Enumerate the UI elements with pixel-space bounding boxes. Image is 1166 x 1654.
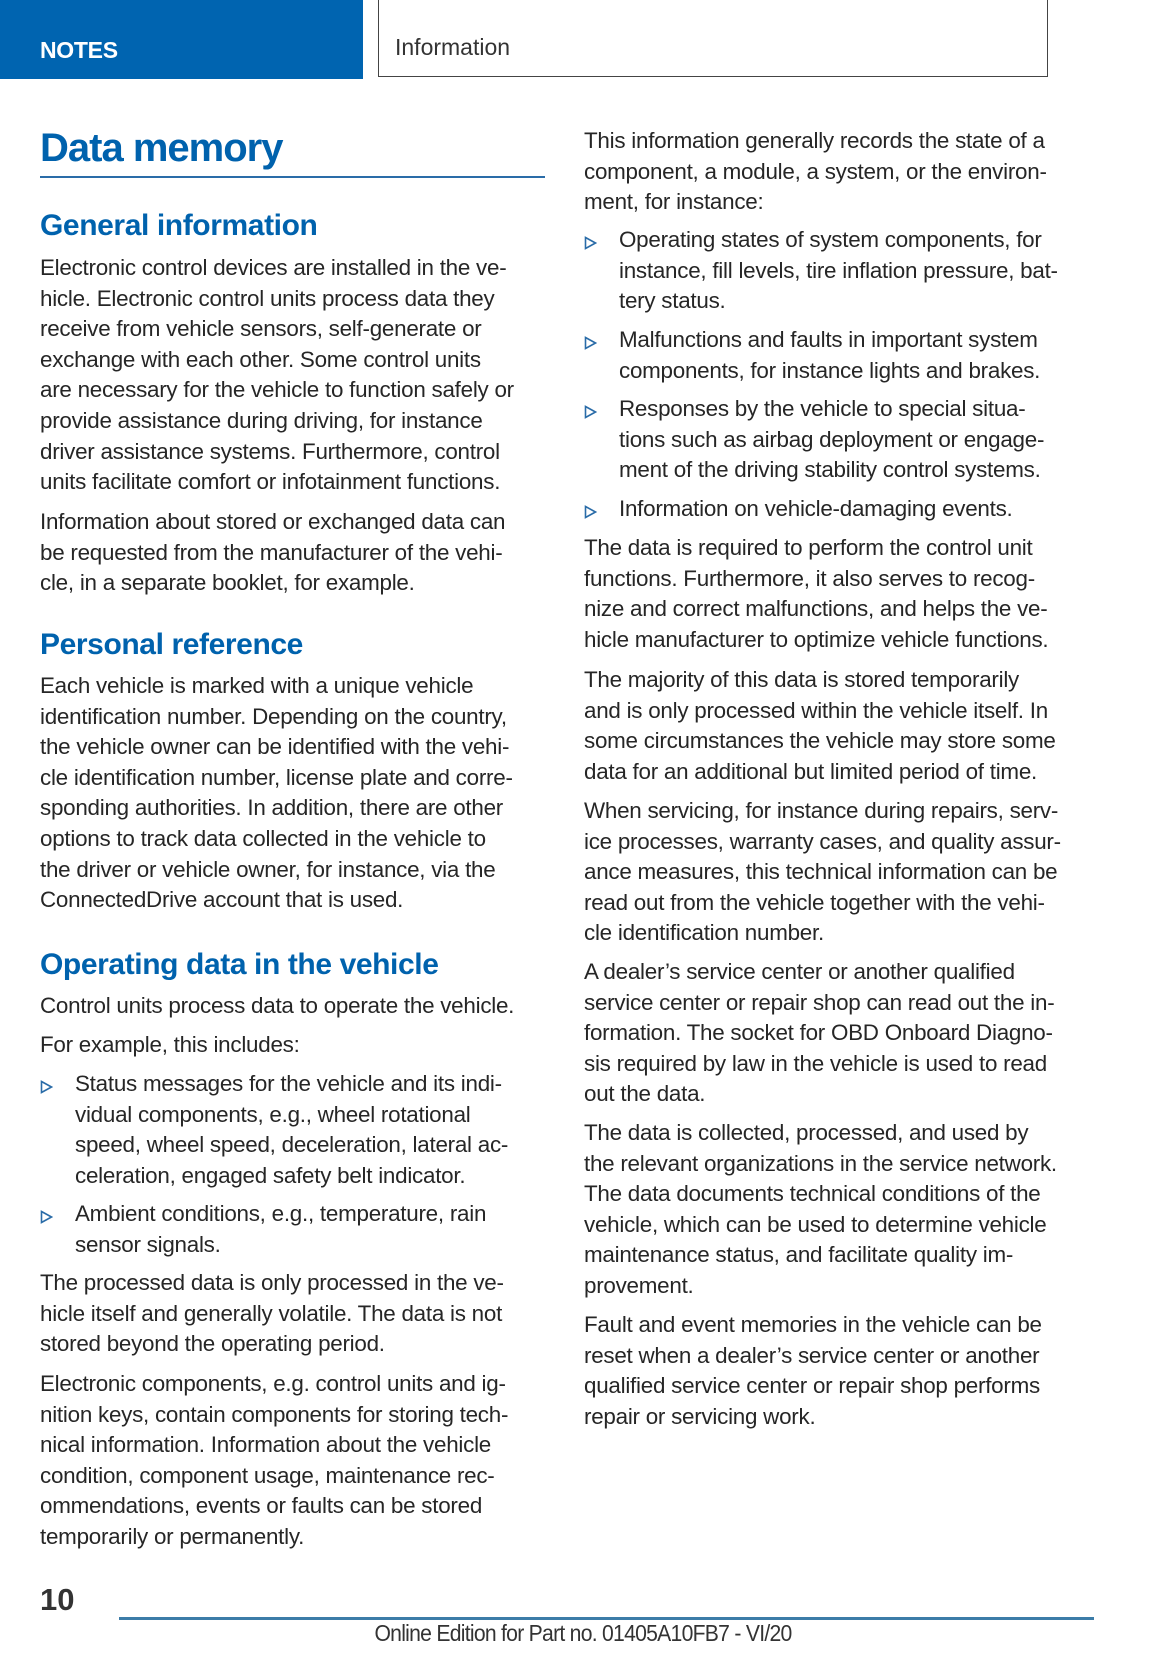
paragraph-right-1 bbox=[584, 126, 1047, 218]
text-line: vidual components, e.g., wheel rotational bbox=[75, 1101, 471, 1127]
text-line: celeration, engaged safety belt indicator. bbox=[75, 1162, 466, 1188]
text-line: For example, this includes: bbox=[40, 1032, 300, 1057]
text-line: cle identification number, license plate and corre- bbox=[40, 764, 513, 790]
text-line: The data is collected, processed, and used by bbox=[584, 1120, 1029, 1145]
text-line: read out from the vehicle together with the vehi- bbox=[584, 889, 1045, 915]
heading-operating-data: Operating data in the vehicle bbox=[40, 948, 439, 981]
text-line: Fault and event memories in the vehicle can be bbox=[584, 1312, 1042, 1337]
text-line: service center or repair shop can read out the in- bbox=[584, 989, 1055, 1015]
text-line: hicle itself and generally volatile. The data is not bbox=[40, 1300, 503, 1326]
text-line: provement. bbox=[584, 1272, 694, 1298]
text-line: When servicing, for instance during repairs, serv- bbox=[584, 798, 1059, 823]
section-tab-label: NOTES bbox=[40, 37, 118, 63]
footer-edition: Online Edition for Part no. 01405A10FB7 - VI/20 bbox=[374, 1620, 792, 1646]
text-line: instance, fill levels, tire inflation pressure, bat- bbox=[619, 257, 1058, 283]
list-item-text bbox=[619, 225, 1058, 317]
chapter-tab-label: Information bbox=[395, 34, 511, 60]
text-line: ment, for instance: bbox=[584, 189, 764, 215]
text-line: maintenance status, and facilitate quality im- bbox=[584, 1242, 1014, 1268]
paragraph-general-2 bbox=[40, 507, 505, 599]
text-line: driver assistance systems. Furthermore, control bbox=[40, 438, 500, 464]
text-line: nical information. Information about the vehicle bbox=[40, 1432, 491, 1458]
text-line: formation. The socket for OBD Onboard Diagno- bbox=[584, 1020, 1053, 1046]
text-line: nize and correct malfunctions, and helps the ve- bbox=[584, 596, 1048, 622]
paragraph-operating-1 bbox=[40, 991, 514, 1022]
paragraph-right-6 bbox=[584, 1118, 1057, 1302]
text-line: Responses by the vehicle to special situa- bbox=[619, 396, 1026, 421]
text-line: exchange with each other. Some control units bbox=[40, 346, 481, 372]
text-line: Control units process data to operate the vehicle. bbox=[40, 993, 515, 1018]
text-line: be requested from the manufacturer of the vehi- bbox=[40, 539, 503, 565]
text-line: A dealer’s service center or another qualified bbox=[584, 959, 1015, 984]
list-item-text bbox=[619, 394, 1044, 486]
text-line: tions such as airbag deployment or engage- bbox=[619, 426, 1045, 452]
text-line: qualified service center or repair shop performs bbox=[584, 1373, 1040, 1399]
paragraph-right-5 bbox=[584, 957, 1054, 1110]
page-number: 10 bbox=[40, 1582, 75, 1617]
text-line: sponding authorities. In addition, there are other bbox=[40, 795, 503, 821]
text-line: sensor signals. bbox=[75, 1231, 221, 1257]
text-line: temporarily or permanently. bbox=[40, 1523, 305, 1549]
text-line: ConnectedDrive account that is used. bbox=[40, 887, 404, 913]
text-line: the driver or vehicle owner, for instance, via the bbox=[40, 856, 496, 882]
list-item-text bbox=[75, 1199, 486, 1260]
text-line: units facilitate comfort or infotainment functions. bbox=[40, 469, 501, 495]
paragraph-general-1 bbox=[40, 253, 514, 498]
text-line: Each vehicle is marked with a unique vehicle bbox=[40, 673, 474, 698]
text-line: identification number. Depending on the country, bbox=[40, 703, 507, 729]
text-line: This information generally records the state of a bbox=[584, 128, 1045, 153]
text-line: cle identification number. bbox=[584, 920, 824, 946]
chapter-tab-information bbox=[378, 0, 1048, 77]
text-line: tery status. bbox=[619, 288, 726, 314]
list-item-text bbox=[75, 1069, 508, 1191]
text-line: speed, wheel speed, deceleration, lateral ac- bbox=[75, 1132, 509, 1158]
page-title: Data memory bbox=[40, 126, 283, 170]
text-line: the vehicle owner can be identified with the vehi- bbox=[40, 734, 510, 760]
text-line: Electronic control devices are installed in the ve- bbox=[40, 255, 507, 280]
text-line: receive from vehicle sensors, self-generate or bbox=[40, 316, 482, 342]
text-line: out the data. bbox=[584, 1081, 706, 1107]
text-line: The data documents technical conditions of the bbox=[584, 1181, 1041, 1207]
list-item-text bbox=[619, 494, 1013, 525]
text-line: The data is required to perform the control unit bbox=[584, 535, 1033, 560]
text-line: options to track data collected in the vehicle to bbox=[40, 825, 486, 851]
text-line: nition keys, contain components for storing tech- bbox=[40, 1401, 509, 1427]
text-line: component, a module, a system, or the environ- bbox=[584, 158, 1047, 184]
text-line: provide assistance during driving, for instance bbox=[40, 407, 483, 433]
text-line: hicle. Electronic control units process data they bbox=[40, 285, 495, 311]
text-line: condition, component usage, maintenance rec- bbox=[40, 1462, 495, 1488]
heading-general-information: General information bbox=[40, 209, 318, 242]
text-line: Information on vehicle-damaging events. bbox=[619, 496, 1013, 521]
text-line: Operating states of system components, for bbox=[619, 227, 1042, 252]
text-line: the relevant organizations in the service network. bbox=[584, 1150, 1057, 1176]
title-divider bbox=[40, 176, 545, 178]
text-line: Status messages for the vehicle and its indi- bbox=[75, 1071, 502, 1096]
text-line: components, for instance lights and brakes. bbox=[619, 357, 1041, 383]
paragraph-right-7 bbox=[584, 1310, 1042, 1432]
heading-personal-reference: Personal reference bbox=[40, 628, 303, 661]
text-line: Malfunctions and faults in important system bbox=[619, 327, 1038, 352]
text-line: ment of the driving stability control systems. bbox=[619, 457, 1041, 483]
text-line: vehicle, which can be used to determine vehicle bbox=[584, 1211, 1047, 1237]
text-line: Ambient conditions, e.g., temperature, rain bbox=[75, 1201, 487, 1226]
text-line: hicle manufacturer to optimize vehicle functions. bbox=[584, 626, 1049, 652]
text-line: Information about stored or exchanged data can bbox=[40, 509, 506, 534]
text-line: ance measures, this technical information can be bbox=[584, 859, 1058, 885]
text-line: The majority of this data is stored temporarily bbox=[584, 667, 1019, 692]
text-line: The processed data is only processed in the ve- bbox=[40, 1270, 504, 1295]
text-line: reset when a dealer’s service center or another bbox=[584, 1342, 1040, 1368]
text-line: stored beyond the operating period. bbox=[40, 1331, 385, 1357]
paragraph-personal-1 bbox=[40, 671, 513, 916]
paragraph-right-4 bbox=[584, 796, 1061, 949]
text-line: some circumstances the vehicle may store some bbox=[584, 728, 1056, 754]
paragraph-right-3 bbox=[584, 665, 1056, 787]
text-line: ommendations, events or faults can be stored bbox=[40, 1493, 483, 1519]
paragraph-operating-4 bbox=[40, 1369, 508, 1553]
text-line: repair or servicing work. bbox=[584, 1403, 816, 1429]
text-line: cle, in a separate booklet, for example. bbox=[40, 570, 415, 596]
text-line: data for an additional but limited period of time. bbox=[584, 758, 1038, 784]
paragraph-operating-2 bbox=[40, 1030, 300, 1061]
text-line: and is only processed within the vehicle itself. In bbox=[584, 697, 1048, 723]
text-line: ice processes, warranty cases, and quality assur- bbox=[584, 828, 1061, 854]
section-tab-notes bbox=[0, 0, 363, 79]
text-line: sis required by law in the vehicle is used to read bbox=[584, 1050, 1047, 1076]
text-line: are necessary for the vehicle to function safely or bbox=[40, 377, 514, 403]
paragraph-right-2 bbox=[584, 533, 1048, 655]
list-item-text bbox=[619, 325, 1040, 386]
text-line: Electronic components, e.g. control units and ig- bbox=[40, 1371, 506, 1396]
paragraph-operating-3 bbox=[40, 1268, 504, 1360]
text-line: functions. Furthermore, it also serves to recog- bbox=[584, 565, 1035, 591]
